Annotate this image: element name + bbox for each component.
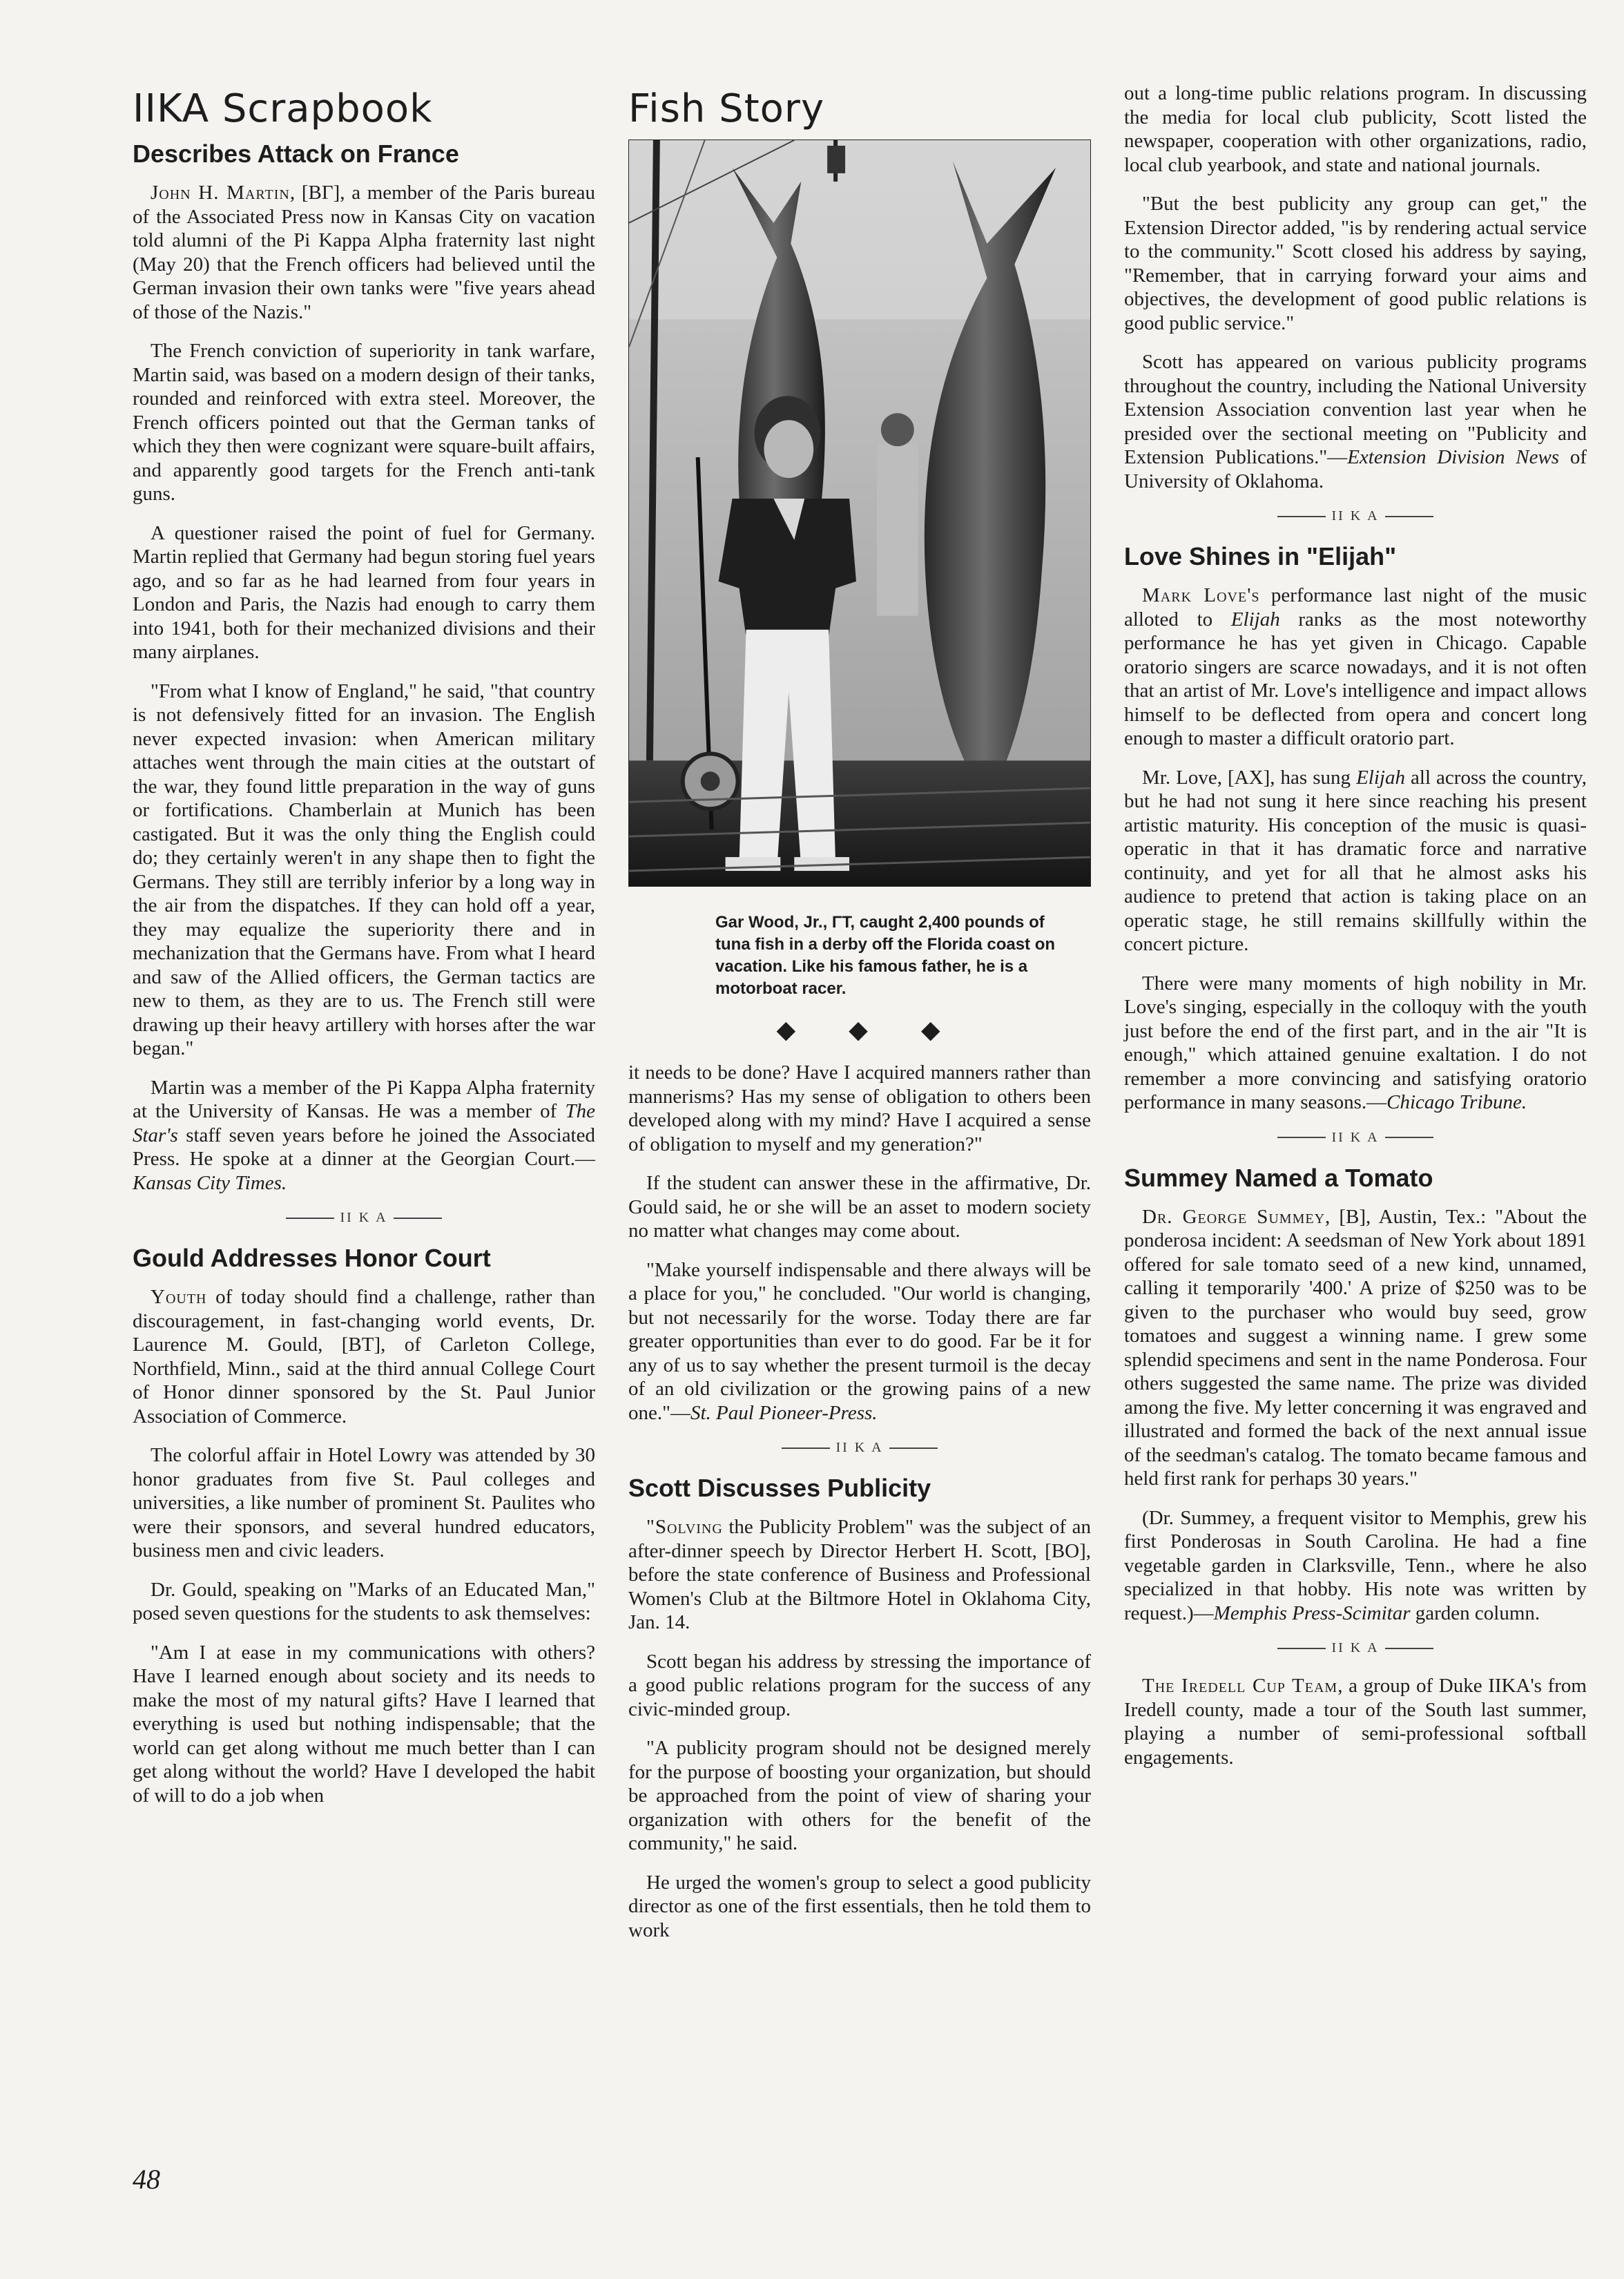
page-number: 48 (133, 2164, 160, 2195)
source-credit: Extension Division News (1347, 446, 1560, 468)
scott-lead-word: "Solving (646, 1516, 723, 1538)
left-column (133, 81, 595, 1823)
gould-paragraph-4: "Am I at ease in my communications with others? Have I learned enough about society and its needs to make the most of my natural gifts? Have I learned that everything is used but nothing indispensable; that the world can get along without me much better than I can get along without the world? Have I developed the habit of will to do a job when (133, 1641, 595, 1807)
scott-continued-3: Scott has appeared on various publicity programs throughout the country, including the National University Extension Association convention last year when he presided over the sectional meeting on "Publicity and Extension Publications."—Extension Division News of University of Oklahoma. (1124, 351, 1587, 492)
scrapbook-title: IIKA Scrapbook (133, 86, 433, 131)
attack-paragraph-5: Martin was a member of the Pi Kappa Alpha fraternity at the University of Kansas. He was a member of The Star's staff seven years before he joined the Associated Press. He spoke at a dinner at the Georgian Court.—Kansas City Times. (133, 1076, 595, 1194)
section-divider: II K A (133, 1210, 595, 1226)
gould-paragraph-1: Youth of today should find a challenge, rather than discouragement, in fast-changing world events, Dr. Laurence M. Gould, [BT], of Carleton College, Northfield, Minn., said at the third annual College Court of Honor dinner sponsored by the St. Paul Junior Association of Commerce. (133, 1286, 595, 1427)
source-credit: Chicago Tribune. (1386, 1091, 1527, 1113)
scott-paragraph-1: "Solving the Publicity Problem" was the subject of an after-dinner speech by Director Herbert H. Scott, [BO], before the state conference of Business and Professional Women's Club at the Biltmore Hotel in Oklahoma City, Jan. 14. (628, 1516, 1091, 1633)
attack-paragraph-1: John H. Martin, [BΓ], a member of the Paris bureau of the Associated Press now in Kansas City on vacation told alumni of the Pi Kappa Alpha fraternity last night (May 20) that the French officers had believed until the German invasion their own tanks were "five years ahead of those of the Nazis." (133, 182, 596, 323)
attack-heading: Describes Attack on France (133, 140, 459, 168)
love-paragraph-1: Mark Love's performance last night of the music alloted to Elijah ranks as the most noteworthy performance he has yet given in Chicago. Capable oratorio singers are scarce nowadays, and it is not often that an artist of Mr. Love's intelligence and impact allows himself to be deflected from opera and concert long enough to master a difficult oratorio part. (1124, 584, 1587, 749)
section-divider: II K A (628, 1440, 1091, 1456)
middle-column (628, 81, 1091, 1957)
gould-continued-3: "Make yourself indispensable and there always will be a place for you," he concluded. "Our world is changing, but not necessarily for the worse. Today there are far greater opportunities than ever to do good. Far be it for any of us to say whether the present turmoil is the decay of an old civilization or the growing pains of a new one."—St. Paul Pioneer-Press. (628, 1258, 1091, 1424)
attack-paragraph-3: A questioner raised the point of fuel for Germany. Martin replied that Germany had begun storing fuel years ago, and so far as he had learned from four years in London and Paris, the Nazis had enough to carry them into 1941, both for their mechanized divisions and their many airplanes. (133, 521, 595, 663)
fish-story-title: Fish Story (628, 86, 825, 131)
source-credit: Kansas City Times. (133, 1171, 287, 1194)
section-divider: II K A (1124, 508, 1587, 524)
ornament-diamonds: ◆ ◆ ◆ (776, 1016, 964, 1044)
tuna-photo-image (629, 140, 1090, 886)
source-credit: Memphis Press-Scimitar (1213, 1602, 1411, 1624)
paper-name: The Star's (133, 1100, 595, 1146)
summey-lead-name: Dr. George Summey (1142, 1205, 1326, 1228)
gould-heading: Gould Addresses Honor Court (133, 1244, 491, 1272)
summey-paragraph-2: (Dr. Summey, a frequent visitor to Memphis, grew his first Ponderosas in South Carolina. He had a fine vegetable garden in Clarksville, Tenn., where he also specialized in that hobby. His note was written by request.)—Memphis Press-Scimitar garden column. (1124, 1506, 1587, 1624)
gould-continued-1: it needs to be done? Have I acquired manners rather than mannerisms? Has my sense of obligation to others been developed along with my mind? Have I acquired a sense of obligation to myself and my generation?" (628, 1061, 1091, 1155)
attack-paragraph-2: The French conviction of superiority in tank warfare, Martin said, was based on a modern design of their tanks, rounded and reinforced with extra steel. Moreover, the French officers pointed out that the German tanks of which they then were cognizant were square-built affairs, and apparently good targets for the French anti-tank guns. (133, 340, 595, 505)
gould-paragraph-3: Dr. Gould, speaking on "Marks of an Educated Man," posed seven questions for the students to ask themselves: (133, 1578, 595, 1624)
gould-continued-2: If the student can answer these in the affirmative, Dr. Gould said, he or she will be an asset to modern society no matter what changes may come about. (628, 1172, 1091, 1242)
love-heading: Love Shines in "Elijah" (1124, 542, 1397, 570)
scott-heading: Scott Discusses Publicity (628, 1474, 931, 1502)
photo-caption: Gar Wood, Jr., ΓT, caught 2,400 pounds of tuna fish in a derby off the Florida coast on vacation. Like his famous father, he is a motorboat racer. (715, 913, 1056, 998)
scott-continued-1: out a long-time public relations program. In discussing the media for local club publicity, Scott listed the newspaper, cooperation with other organizations, radio, local club yearbook, and state and national journals. (1124, 82, 1587, 176)
attack-lead-name: John H. Martin (151, 182, 290, 204)
iredell-lead: The Iredell Cup Team (1142, 1675, 1338, 1697)
scott-paragraph-3: "A publicity program should not be designed merely for the purpose of boosting your organization, but should be approached from the point of view of sharing your organization with others for the benefit of the community," he said. (628, 1737, 1091, 1854)
summey-paragraph-1: Dr. George Summey, [B], Austin, Tex.: "About the ponderosa incident: A seedsman of New York about 1891 offered for sale tomato seed of a new kind, unnamed, calling it temporarily '400.' A prize of $250 was to be given to the purchaser who would buy seed, grow tomatoes and suggest a winning name. I grew some splendid specimens and sent in the name Ponderosa. Four others suggested the same name. The prize was divided among the five. My letter concerning it was engraved and illustrated and formed the back of the next annual issue of the seedman's catalog. The tomato became famous and held first rank for perhaps 30 years." (1124, 1205, 1587, 1490)
summey-heading: Summey Named a Tomato (1124, 1163, 1433, 1192)
scott-continued-2: "But the best publicity any group can get," the Extension Director added, "is by rendering actual service to the community." Scott closed his address by saying, "Remember, that in carrying forward your aims and objectives, the development of good public relations is good public service." (1124, 193, 1587, 334)
gould-lead-word: Youth (151, 1286, 207, 1308)
gould-paragraph-2: The colorful affair in Hotel Lowry was attended by 30 honor graduates from five St. Paul colleges and universities, a like number of prominent St. Paulites who were their sponsors, and several hundred educators, business men and civic leaders. (133, 1444, 595, 1561)
love-paragraph-2: Mr. Love, [AX], has sung Elijah all across the country, but he had not sung it here since reaching his present artistic maturity. His conception of the music is quasi-operatic in that it has dramatic force and narrative continuity, and yet for all that he almost asks his audience to pretend that action is taking place on an operatic stage, he still remains skillfully within the concert picture. (1124, 766, 1587, 955)
section-divider: II K A (1124, 1130, 1587, 1146)
source-credit: St. Paul Pioneer-Press. (690, 1401, 878, 1424)
scott-paragraph-2: Scott began his address by stressing the importance of a good public relations program for the success of any civic-minded group. (628, 1650, 1091, 1720)
love-lead-name: Mark Love's (1142, 584, 1260, 606)
attack-paragraph-4: "From what I know of England," he said, "that country is not defensively fitted for an invasion. The English never expected invasion: when American military attaches went through the main cities at the outstart of the war, they found little preparation in the way of guns or fortifications. Chamberlain at Munich has been castigated. But it was the only thing the English could do; they certainly weren't in any shape then to fight the Germans. They still are terribly inferior by a long way in the air from the dispatches. If they can hold off a year, they may equalize the superiority there and in mechanization that the Germans have. From what I heard and saw of the Allied officers, the German tactics are new to them, as they are to us. The French still were drawing up their heavy artillery with horses after the war began." (133, 680, 595, 1059)
love-paragraph-3: There were many moments of high nobility in Mr. Love's singing, especially in the colloquy with the youth just before the end of the first part, and in the air "It is enough," which attained genuine exaltation. I do not remember a more convincing and satisfying oratorio performance in many seasons.—Chicago Tribune. (1124, 972, 1587, 1113)
iredell-paragraph: The Iredell Cup Team, a group of Duke IIKA's from Iredell county, made a tour of the South last summer, playing a number of semi-professional softball engagements. (1124, 1675, 1587, 1769)
scott-paragraph-4: He urged the women's group to select a good publicity director as one of the first essentials, then he told them to work (628, 1871, 1091, 1941)
right-column (1124, 81, 1587, 1785)
tuna-photo (628, 140, 1091, 887)
section-divider: II K A (1124, 1640, 1587, 1656)
